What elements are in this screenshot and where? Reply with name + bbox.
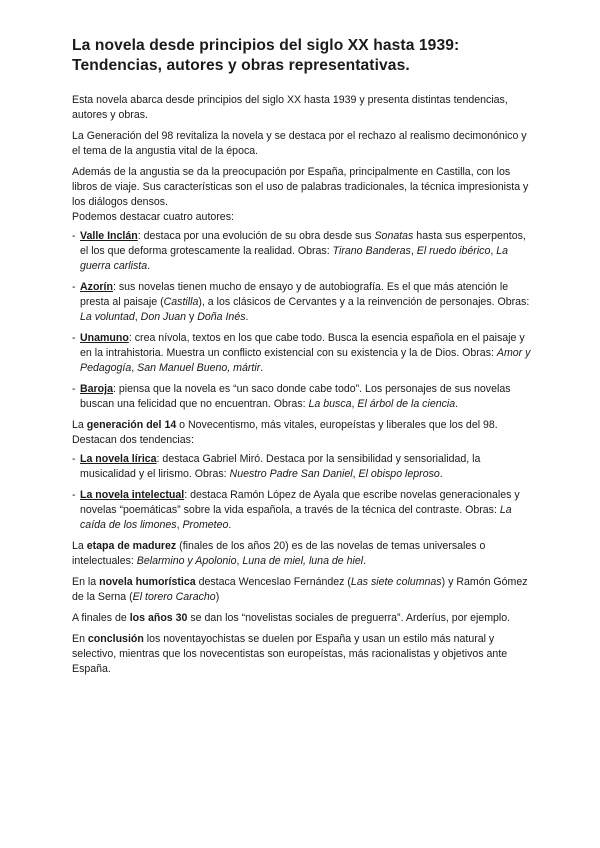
item-text: ,	[352, 468, 359, 480]
work-title: El ruedo ibérico	[416, 245, 491, 257]
list-dash: -	[72, 281, 76, 293]
bold-term: los años 30	[129, 612, 188, 624]
item-text: .	[245, 311, 249, 323]
item-text: ), a los clásicos de Cervantes y a la reinvención de personajes. Obras:	[198, 296, 530, 308]
item-text: .	[147, 260, 151, 272]
work-title: Castilla	[163, 296, 199, 308]
gen98-paragraph-2: Además de la angustia se da la preocupación por España, principalmente en Castilla, con los libros de viaje. Sus características son el uso de palabras tradicionales, la técnica impresionista y los diálogos densos.	[72, 166, 529, 208]
author-item-azorin	[72, 280, 532, 325]
item-text: : piensa que la novela es “un saco donde cabe todo”. Los personajes de sus novelas buscan una felicidad que no encuentran. Obras:	[80, 383, 511, 410]
work-title: Luna de miel, luna de hiel	[242, 555, 364, 567]
list-dash: -	[72, 383, 76, 395]
item-text: : sus novelas tienen mucho de ensayo y de autobiografía. Es el que más atención le presta al paisaje (	[80, 281, 509, 308]
author-item-valle-inclan	[72, 229, 532, 274]
para-text: .	[363, 555, 367, 567]
para-text: ) y Ramón Gómez de la Serna (	[72, 576, 528, 603]
work-title: El torero Caracho	[132, 591, 216, 603]
item-text: .	[260, 362, 264, 374]
para-text: A finales de	[72, 612, 130, 624]
madurez-paragraph	[72, 539, 532, 569]
para-text: ,	[236, 555, 243, 567]
para-text: se dan los “novelistas sociales de preguerra”. Arderíus, por ejemplo.	[187, 612, 511, 624]
list-dash: -	[72, 453, 76, 465]
item-text: .	[455, 398, 459, 410]
list-dash: -	[72, 332, 76, 344]
para-text: (finales de los años 20) es de las novelas de temas universales o intelectuales:	[72, 540, 486, 567]
item-text: hasta sus esperpentos, el los que deforma grotescamente la realidad. Obras:	[80, 230, 526, 257]
item-text: ,	[351, 398, 358, 410]
title-line-1: La novela desde principios del siglo XX hasta 1939:	[72, 37, 460, 54]
author-name: Unamuno	[80, 332, 129, 344]
gen98-paragraph-3: Podemos destacar cuatro autores:	[72, 211, 234, 223]
work-title: El obispo leproso	[358, 468, 440, 480]
para-text: )	[215, 591, 220, 603]
item-text: : crea nívola, textos en los que cabe todo. Busca la esencia española en el paisaje y en la intrahistoria. Muestra un conflicto existencial con su existencia y la de Dios. Obras:	[80, 332, 525, 359]
bold-term: conclusión	[87, 633, 144, 645]
author-name: Baroja	[80, 383, 113, 395]
item-text: ,	[131, 362, 138, 374]
work-title: Doña Inés	[197, 311, 246, 323]
bold-term: etapa de madurez	[86, 540, 177, 552]
document-page	[72, 36, 532, 683]
work-title: Prometeo	[182, 519, 229, 531]
author-item-baroja	[72, 382, 532, 412]
work-title: Tirano Banderas	[332, 245, 411, 257]
work-title: El árbol de la ciencia	[357, 398, 456, 410]
document-title	[72, 36, 532, 76]
para-text: los noventayochistas se duelen por España y usan un estilo más natural y selectivo, mientras que los novecentistas son europeístas, más racionalistas y objetivos ante España.	[72, 633, 508, 675]
author-name: Valle Inclán	[80, 230, 138, 242]
tendency-name: La novela intelectual	[80, 489, 185, 501]
para-text: o Novecentismo, más vitales, europeístas y liberales que los del 98. Destacan dos tendencias:	[72, 419, 498, 446]
para-text: En la	[72, 576, 100, 588]
tendency-item-lirica	[72, 452, 532, 482]
title-line-2: Tendencias, autores y obras representativas.	[72, 57, 410, 74]
bold-term: novela humorística	[99, 576, 196, 588]
work-title: La voluntad	[80, 311, 135, 323]
tendency-item-intelectual	[72, 488, 532, 533]
item-text: .	[228, 519, 232, 531]
work-title: Don Juan	[140, 311, 187, 323]
item-text: ,	[490, 245, 497, 257]
list-dash: -	[72, 230, 76, 242]
conclusion-paragraph	[72, 632, 532, 677]
work-title: Belarmino y Apolonio	[136, 555, 237, 567]
para-text: En	[72, 633, 88, 645]
anos30-paragraph	[72, 611, 532, 626]
author-item-unamuno	[72, 331, 532, 376]
intro-paragraph: Esta novela abarca desde principios del siglo XX hasta 1939 y presenta distintas tendencias, autores y obras.	[72, 94, 508, 121]
work-title: La busca	[308, 398, 352, 410]
work-title: Nuestro Padre San Daniel	[229, 468, 353, 480]
item-text: ,	[134, 311, 141, 323]
item-text: : destaca Ramón López de Ayala que escribe novelas generacionales y novelas “poemáticas” sobre la vida española, a través de la técnica del contraste. Obras:	[80, 489, 520, 516]
bold-term: generación del 14	[86, 419, 177, 431]
work-title: Amor y Pedagogía	[80, 347, 531, 374]
item-text: : destaca por una evolución de su obra desde sus	[137, 230, 375, 242]
author-name: Azorín	[80, 281, 113, 293]
item-text: : destaca Gabriel Miró. Destaca por la sensibilidad y sensorialidad, la musicalidad y el lirismo. Obras:	[80, 453, 481, 480]
work-title: La caída de los limones	[80, 504, 512, 531]
item-text: ,	[176, 519, 183, 531]
list-dash: -	[72, 489, 76, 501]
gen14-paragraph	[72, 418, 532, 448]
item-text: .	[439, 468, 443, 480]
humoristica-paragraph	[72, 575, 532, 605]
work-title: Las siete columnas	[350, 576, 442, 588]
para-text: destaca Wenceslao Fernández (	[195, 576, 351, 588]
gen98-paragraph-1: La Generación del 98 revitaliza la novela y se destaca por el rechazo al realismo decimonónico y el tema de la angustia vital de la época.	[72, 130, 527, 157]
item-text: y	[186, 311, 198, 323]
para-text: La	[72, 540, 87, 552]
para-text: La	[72, 419, 87, 431]
work-title: La guerra carlista	[80, 245, 509, 272]
work-title: San Manuel Bueno, mártir	[137, 362, 261, 374]
tendency-name: La novela lírica	[80, 453, 157, 465]
work-title: Sonatas	[374, 230, 414, 242]
item-text: ,	[410, 245, 417, 257]
